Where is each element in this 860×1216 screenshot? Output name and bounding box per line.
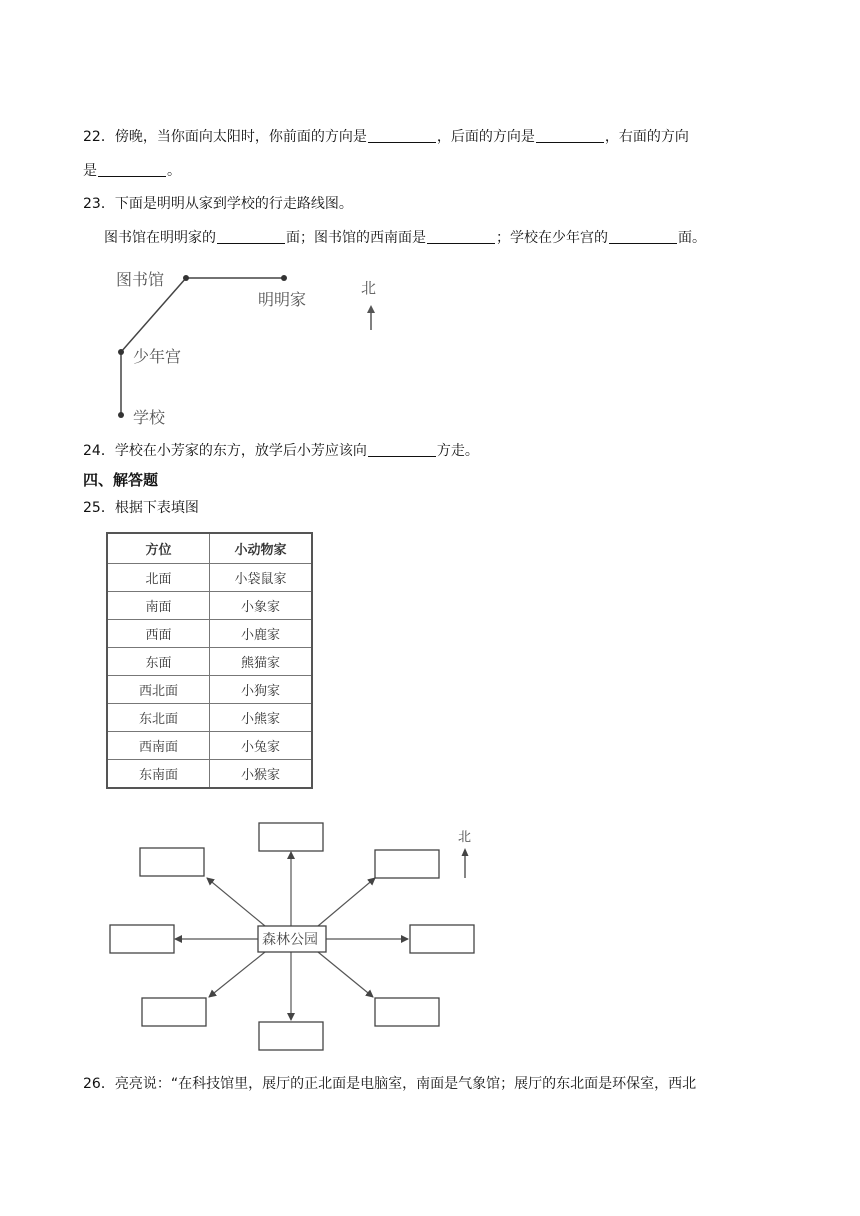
box-southwest[interactable] (142, 998, 206, 1026)
q23-text-p1: 图书馆在明明家的 (104, 230, 216, 246)
q24-text-part2: 方走。 (436, 443, 479, 459)
home-dot (281, 275, 287, 281)
q24-line (83, 441, 479, 461)
q22-line2-end: 。 (167, 163, 181, 179)
box-west[interactable] (110, 925, 174, 953)
box-northwest[interactable] (140, 848, 204, 876)
q22-text-part2: ，后面的方向是 (436, 129, 535, 145)
forest-park-diagram (0, 810, 860, 1060)
arrow-northwest (207, 878, 265, 926)
table-cell-animal-home: 小鹿家 (210, 620, 313, 648)
route-palace-library (121, 278, 186, 352)
table-cell-direction: 西南面 (107, 732, 210, 760)
youth-palace-dot (118, 349, 124, 355)
q26-text: 亮亮说：“在科技馆里，展厅的正北面是电脑室，南面是气象馆；展厅的东北面是环保室，西北 (114, 1076, 697, 1092)
library-label: 图书馆 (116, 270, 165, 289)
school-dot (118, 412, 124, 418)
q22-number: 22． (83, 129, 115, 145)
table-cell-animal-home: 小猴家 (210, 760, 313, 789)
center-label: 森林公园 (262, 932, 318, 948)
q25-line (83, 498, 199, 518)
q23-number: 23． (83, 196, 115, 212)
q26-line (83, 1074, 696, 1094)
q26-number: 26． (83, 1076, 115, 1092)
diagram-north-label: 北 (458, 830, 472, 845)
table-row (107, 564, 312, 592)
table-row (107, 620, 312, 648)
box-south[interactable] (259, 1022, 323, 1050)
table-row (107, 648, 312, 676)
table-row (107, 732, 312, 760)
section4-heading: 四、解答题 (83, 471, 159, 489)
table-row (107, 676, 312, 704)
table-row (107, 592, 312, 620)
q23-text-p4: 面。 (678, 230, 706, 246)
arrow-southeast (318, 952, 373, 997)
library-dot (183, 275, 189, 281)
table-cell-animal-home: 小兔家 (210, 732, 313, 760)
map-north-label: 北 (361, 279, 377, 297)
table-cell-direction: 东南面 (107, 760, 210, 789)
table-cell-direction: 北面 (107, 564, 210, 592)
table-header-row (107, 533, 312, 564)
box-southeast[interactable] (375, 998, 439, 1026)
table-cell-animal-home: 小袋鼠家 (210, 564, 313, 592)
table-cell-animal-home: 熊猫家 (210, 648, 313, 676)
q25-text: 根据下表填图 (114, 500, 199, 516)
table-cell-direction: 西面 (107, 620, 210, 648)
youth-palace-label: 少年宫 (133, 347, 182, 366)
table-row (107, 760, 312, 789)
direction-table (106, 532, 313, 789)
q23-text-p2: 面；图书馆的西南面是 (286, 230, 426, 246)
table-header-animal-home: 小动物家 (210, 533, 313, 564)
table-row (107, 704, 312, 732)
school-label: 学校 (133, 408, 166, 427)
table-cell-animal-home: 小熊家 (210, 704, 313, 732)
q22-text-part1: 傍晚，当你面向太阳时，你前面的方向是 (114, 129, 367, 145)
box-north[interactable] (259, 823, 323, 851)
q22-text-part3: ，右面的方向 (604, 129, 689, 145)
table-cell-direction: 东面 (107, 648, 210, 676)
q24-blank[interactable] (368, 442, 436, 457)
q22-line2-start: 是 (83, 163, 97, 179)
table-cell-direction: 东北面 (107, 704, 210, 732)
arrow-southwest (209, 952, 265, 997)
table-cell-direction: 西北面 (107, 676, 210, 704)
q24-number: 24． (83, 443, 115, 459)
q23-text-p3: ；学校在少年宫的 (496, 230, 608, 246)
table-header-direction: 方位 (107, 533, 210, 564)
table-cell-animal-home: 小象家 (210, 592, 313, 620)
box-northeast[interactable] (375, 850, 439, 878)
home-label: 明明家 (258, 290, 307, 309)
diagram-north-arrow-icon (462, 848, 469, 856)
q24-text-part1: 学校在小芳家的东方，放学后小芳应该向 (114, 443, 367, 459)
map-north-arrow-icon (367, 305, 375, 313)
arrow-northeast (318, 878, 375, 926)
table-cell-direction: 南面 (107, 592, 210, 620)
route-map (0, 0, 860, 440)
box-east[interactable] (410, 925, 474, 953)
q25-number: 25． (83, 500, 115, 516)
q23-intro: 下面是明明从家到学校的行走路线图。 (114, 196, 353, 212)
table-cell-animal-home: 小狗家 (210, 676, 313, 704)
